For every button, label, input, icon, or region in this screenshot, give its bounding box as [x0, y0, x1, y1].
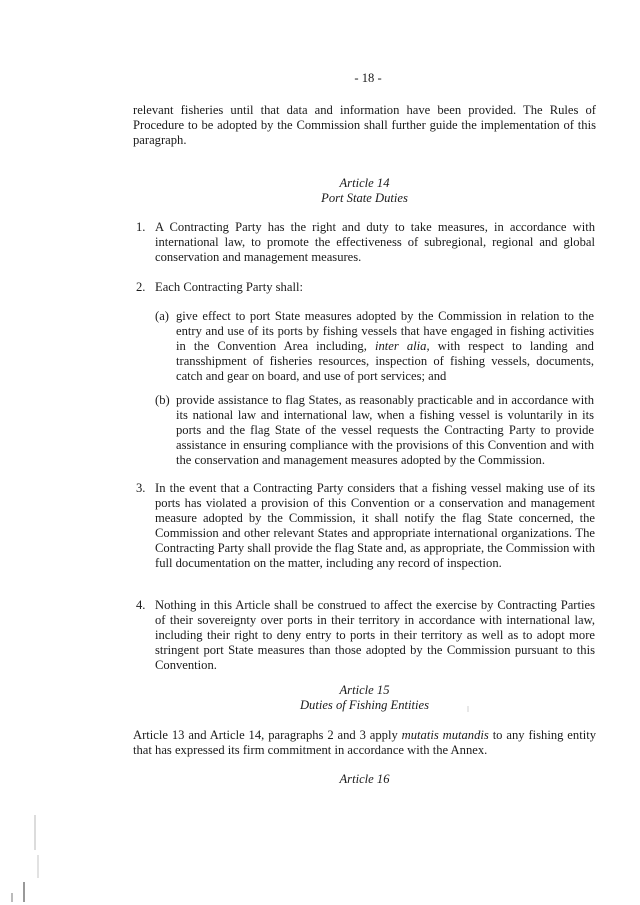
article-14-paragraph-4: Nothing in this Article shall be construed to affect the exercise by Contracting Parties of their sovereignty over ports in their territory in accordance with international law, including their right to deny entry to ports in their territory as well as to adopt more stringent port State measures than those adopted by the Commission pursuant to this Convention. — [155, 598, 595, 672]
page-number: - 18 - — [354, 71, 382, 85]
paragraph-number-4: 4. — [136, 598, 146, 612]
paragraph-number-2: 2. — [136, 280, 146, 294]
subparagraph-label-b: (b) — [155, 393, 170, 407]
article-16-title: Article 16 — [339, 772, 390, 786]
subparagraph-a-italic: inter alia, — [374, 339, 430, 353]
article-14-paragraph-2: Each Contracting Party shall: — [155, 280, 303, 294]
subparagraph-a-text-start: give effect to port State measures adopted by the Commission in relation to the entry and use of its ports by fishing vessels that have engaged in fishing activities in the Convention Area including, — [176, 309, 594, 353]
article-15-text-start: Article 13 and Article 14, paragraphs 2 and 3 apply — [133, 728, 398, 742]
article-14-paragraph-3: In the event that a Contracting Party considers that a fishing vessel making use of its ports has violated a provision of this Convention or a conservation and management measure adopted by the Commission, it shall notify the flag State concerned, the Commission and other relevant States and appropriate international organizations. The Contracting Party shall provide the flag State and, as appropriate, the Commission with full documentation on the matter, including any record of inspection. — [155, 481, 595, 570]
article-15-italic: mutatis mutandis — [401, 728, 489, 742]
continuation-paragraph: relevant fisheries until that data and information have been provided. The Rules of Procedure to be adopted by the Commission shall further guide the implementation of this paragraph. — [133, 103, 596, 147]
article-15-subtitle: Duties of Fishing Entities — [299, 698, 430, 712]
article-14-title: Article 14 — [339, 176, 390, 190]
paragraph-number-3: 3. — [136, 481, 146, 495]
article-14-subtitle: Port State Duties — [321, 191, 408, 205]
subparagraph-a-text-end: with respect to landing and transshipment of fisheries resources, inspection of fishing vessels, documents, catch and gear on board, and use of port services; and — [176, 339, 594, 383]
article-14-paragraph-1: A Contracting Party has the right and duty to take measures, in accordance with international law, to promote the effectiveness of subregional, regional and global conservation and management measures. — [155, 220, 595, 264]
article-15-title: Article 15 — [339, 683, 390, 697]
article-14-subparagraph-b: provide assistance to flag States, as reasonably practicable and in accordance with its national law and international law, when a fishing vessel is voluntarily in its ports and the flag State of the vessel requests the Contracting Party to provide assistance in ensuring compliance with the provisions of this Convention and with the conservation and management measures adopted by the Commission. — [176, 393, 594, 467]
article-15-text-end: to any fishing entity that has expressed its firm commitment in accordance with the Annex. — [133, 728, 596, 757]
paragraph-number-1: 1. — [136, 220, 146, 234]
subparagraph-label-a: (a) — [155, 309, 169, 323]
